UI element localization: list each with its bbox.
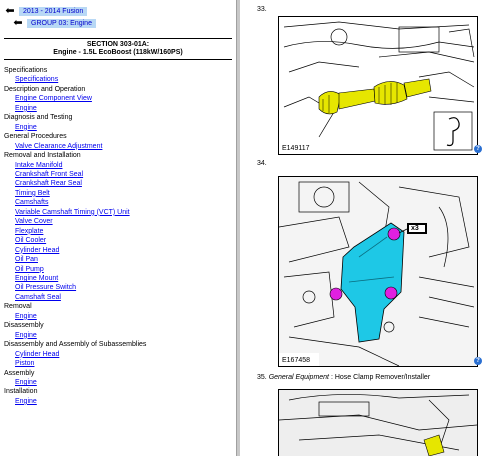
section-title: Engine - 1.5L EcoBoost (118kW/160PS) (53, 49, 183, 56)
toc-link[interactable]: Engine (15, 331, 37, 339)
toc-heading: Disassembly and Assembly of Subassemblies (4, 341, 147, 349)
hose-clamp-illustration (279, 390, 477, 456)
toc-heading: Removal and Installation (4, 152, 81, 160)
toc-link[interactable]: Engine (15, 104, 37, 112)
toc-link[interactable]: Piston (15, 360, 35, 368)
back-arrow-icon[interactable]: ⬅ (13, 16, 23, 29)
figure-e167458 (278, 176, 478, 367)
toc-link[interactable]: Crankshaft Rear Seal (15, 180, 82, 188)
toc-heading: Removal (4, 303, 32, 311)
toc-link[interactable]: Timing Belt (15, 189, 50, 197)
general-equipment-text: : Hose Clamp Remover/Installer (329, 374, 431, 381)
figure-step-35 (278, 389, 478, 456)
step-number-35: 35. (257, 374, 267, 381)
toc-link[interactable]: Oil Pan (15, 256, 38, 264)
toc-link[interactable]: Oil Cooler (15, 237, 47, 245)
toc-pane (0, 0, 236, 456)
toc-heading: Installation (4, 388, 38, 396)
toc-link[interactable]: Camshaft Seal (15, 293, 61, 301)
toc-heading: Specifications (4, 67, 48, 74)
toc-link[interactable]: Oil Pump (15, 265, 44, 273)
toc-link[interactable]: Oil Pressure Switch (15, 284, 77, 292)
toc-link[interactable]: Variable Camshaft Timing (VCT) Unit (15, 208, 130, 216)
section-number: SECTION 303-01A: (86, 41, 150, 48)
step-35 (257, 374, 430, 381)
toc-link[interactable]: Engine (15, 312, 37, 320)
toc-link[interactable]: Engine (15, 378, 37, 386)
step-number-34: 34. (257, 160, 267, 167)
step-number-33: 33. (257, 6, 267, 13)
figure-id: E167458 (282, 357, 311, 364)
breadcrumb-group[interactable]: GROUP 03: Engine (27, 19, 96, 28)
figure-e149117 (278, 16, 478, 155)
toc-link[interactable]: Flexplate (15, 227, 44, 235)
figure-id: E149117 (282, 145, 310, 152)
toc-link[interactable]: Crankshaft Front Seal (15, 170, 84, 178)
toc-heading: Disassembly (4, 322, 44, 330)
divider-line (4, 38, 232, 39)
divider-line (4, 59, 232, 60)
general-equipment-label: General Equipment (268, 374, 330, 381)
help-icon[interactable]: ? (474, 145, 482, 153)
toc-link[interactable]: Engine Component View (15, 95, 92, 103)
toc-list (4, 66, 232, 406)
breadcrumb-model[interactable]: 2013 - 2014 Fusion (19, 7, 87, 16)
back-arrow-icon[interactable]: ⬅ (5, 4, 15, 17)
engine-mount-illustration (279, 177, 477, 366)
toc-link[interactable]: Cylinder Head (15, 350, 60, 358)
toc-link[interactable]: Valve Clearance Adjustment (15, 142, 103, 150)
drive-shaft-illustration (279, 17, 477, 154)
help-icon[interactable]: ? (474, 357, 482, 365)
toc-heading: Description and Operation (4, 85, 86, 93)
content-pane (240, 0, 500, 456)
toc-link[interactable]: Valve Cover (15, 218, 53, 226)
toc-link[interactable]: Engine (15, 123, 37, 131)
toc-link[interactable]: Intake Manifold (15, 161, 63, 169)
toc-link[interactable]: Camshafts (15, 199, 49, 207)
fastener-count-callout: x3 (411, 225, 419, 232)
toc-heading: Assembly (4, 369, 35, 377)
toc-heading: Diagnosis and Testing (4, 114, 73, 122)
toc-link[interactable]: Cylinder Head (15, 246, 60, 254)
toc-link[interactable]: Engine Mount (15, 274, 59, 282)
toc-link[interactable]: Specifications (15, 76, 59, 84)
nav-model[interactable] (4, 5, 87, 17)
toc-link[interactable]: Engine (15, 397, 37, 405)
toc-heading: General Procedures (4, 133, 67, 141)
nav-group[interactable] (12, 17, 96, 29)
